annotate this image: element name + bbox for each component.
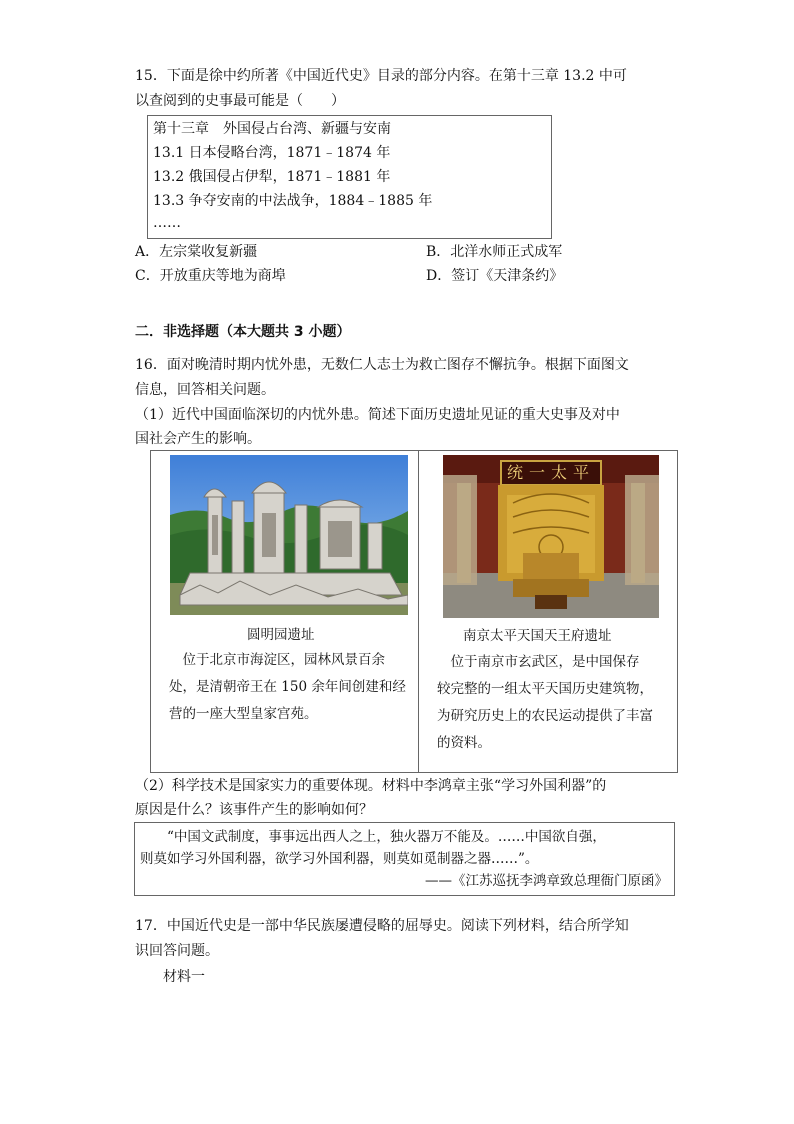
q15-option-b[interactable]: B．北洋水师正式成军 — [426, 244, 563, 260]
quote-line: 则莫如学习外国利器，欲学习外国利器，则莫如觅制器之器……”。 — [140, 851, 539, 867]
q15-toc-box — [147, 115, 552, 239]
q15-stem-line2: 以查阅到的史事最可能是（ ） — [135, 93, 345, 109]
yuanmingyuan-photo — [170, 455, 408, 615]
q15-option-d[interactable]: D．签订《天津条约》 — [426, 268, 564, 284]
q16-site-table — [150, 450, 678, 773]
tianwangfu-photo — [443, 455, 659, 618]
right-desc-line: 较完整的一组太平天国历史建筑物， — [437, 681, 653, 697]
q15-stem-line1: 15．下面是徐中约所著《中国近代史》目录的部分内容。在第十三章 13.2 中可 — [135, 68, 627, 84]
q16-stem-line1: 16．面对晚清时期内忧外患，无数仁人志士为救亡图存不懈抗争。根据下面图文 — [135, 357, 629, 373]
left-desc-line: 处，是清朝帝王在 150 余年间创建和经 — [169, 679, 406, 695]
q16-quote-box — [134, 822, 675, 896]
q16-sub2-line2: 原因是什么？该事件产生的影响如何？ — [135, 802, 373, 818]
toc-line: 13.2 俄国侵占伊犁，1871﹣1881 年 — [153, 169, 391, 185]
q17-stem-line2: 识回答问题。 — [135, 943, 219, 959]
section2-heading: 二．非选择题（本大题共 3 小题） — [135, 324, 351, 340]
right-desc-line: 位于南京市玄武区，是中国保存 — [437, 654, 640, 670]
q16-sub1-line2: 国社会产生的影响。 — [135, 431, 261, 447]
q16-sub2-line1: （2）科学技术是国家实力的重要体现。材料中李鸿章主张“学习外国利器”的 — [135, 778, 607, 794]
plaque-text: 统一太平 — [506, 463, 595, 482]
toc-line: 13.1 日本侵略台湾，1871﹣1874 年 — [153, 145, 391, 161]
yuanmingyuan-ruins-image — [170, 455, 408, 615]
right-desc-line: 的资料。 — [437, 735, 491, 751]
left-caption: 圆明园遗址 — [247, 627, 315, 643]
q17-material1-label: 材料一 — [163, 969, 205, 985]
q17-stem-line1: 17．中国近代史是一部中华民族屡遭侵略的屈辱史。阅读下列材料，结合所学知 — [135, 918, 629, 934]
q15-option-c[interactable]: C．开放重庆等地为商埠 — [135, 268, 286, 284]
table-divider — [418, 451, 419, 772]
left-desc-line: 营的一座大型皇家宫苑。 — [169, 706, 318, 722]
q15-option-a[interactable]: A．左宗棠收复新疆 — [135, 244, 258, 260]
q16-sub1-line1: （1）近代中国面临深切的内忧外患。简述下面历史遗址见证的重大史事及对中 — [135, 407, 620, 423]
right-desc-line: 为研究历史上的农民运动提供了丰富 — [437, 708, 653, 724]
left-desc-line: 位于北京市海淀区，园林风景百余 — [169, 652, 385, 668]
right-caption: 南京太平天国天王府遗址 — [463, 628, 612, 644]
toc-line: 13.3 争夺安南的中法战争，1884﹣1885 年 — [153, 193, 433, 209]
toc-line: …… — [153, 215, 181, 231]
quote-line: “中国文武制度，事事远出西人之上，独火器万不能及。……中国欲自强， — [140, 829, 606, 845]
quote-source: ——《江苏巡抚李鸿章致总理衙门原函》 — [425, 873, 668, 889]
q16-stem-line2: 信息，回答相关问题。 — [135, 382, 275, 398]
toc-line: 第十三章 外国侵占台湾、新疆与安南 — [153, 121, 391, 137]
